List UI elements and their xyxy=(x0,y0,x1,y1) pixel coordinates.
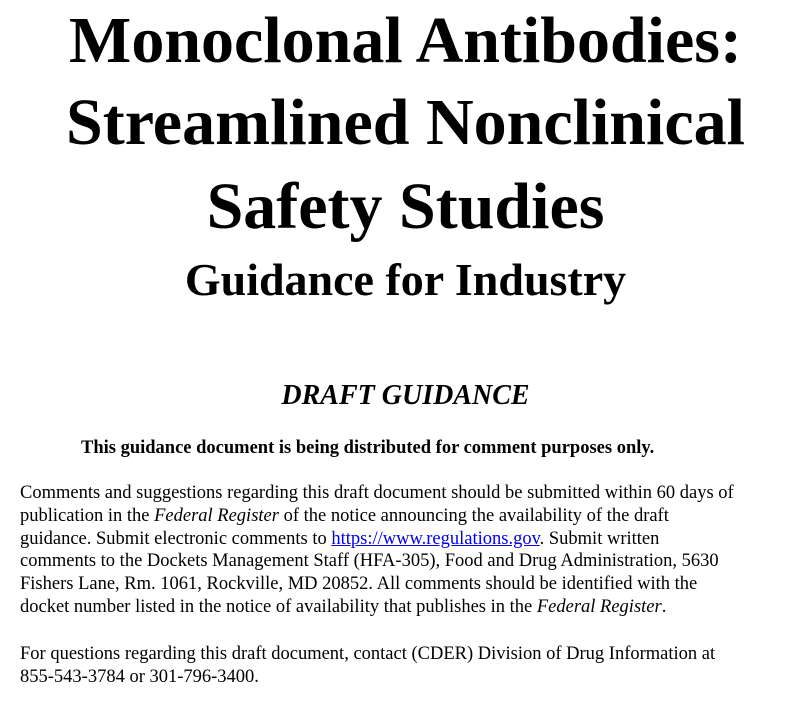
comments-line-6 xyxy=(20,596,810,619)
comments-line-2 xyxy=(20,505,810,528)
comments-line-4: comments to the Dockets Management Staff (HFA-305), Food and Drug Administration, 5630 xyxy=(20,551,719,572)
comments-line-2-text-a: publication in the xyxy=(20,505,155,526)
comments-line-1: Comments and suggestions regarding this draft document should be submitted within 60 days of xyxy=(20,483,734,503)
comments-line-3-text-a: guidance. Submit electronic comments to xyxy=(20,528,332,549)
comments-line-3 xyxy=(20,528,810,551)
comments-line-5: Fishers Lane, Rm. 1061, Rockville, MD 20852. All comments should be identified with the xyxy=(20,574,698,595)
comments-line-6-text-b: . xyxy=(661,596,667,617)
title-line-1: Monoclonal Antibodies: xyxy=(69,4,742,77)
contact-line-2: 855-543-3784 or 301-796-3400. xyxy=(20,666,259,687)
federal-register-emphasis-2: Federal Register xyxy=(536,596,662,617)
regulations-gov-link[interactable]: https://www.regulations.gov xyxy=(331,528,540,549)
contact-line-1: For questions regarding this draft document, contact (CDER) Division of Drug Information at xyxy=(20,644,716,664)
comments-line-3-text-b: . Submit written xyxy=(539,528,660,549)
contact-paragraph xyxy=(20,643,810,689)
federal-register-emphasis: Federal Register xyxy=(154,505,279,526)
draft-guidance-label: DRAFT GUIDANCE xyxy=(281,380,530,411)
comments-line-2-text-b: of the notice announcing the availability of the draft xyxy=(278,505,669,526)
subtitle: Guidance for Industry xyxy=(184,254,627,305)
comments-paragraph xyxy=(20,482,810,619)
comments-line-6-text-a: docket number listed in the notice of availability that publishes in the xyxy=(20,596,537,617)
distribution-notice: This guidance document is being distributed for comment purposes only. xyxy=(81,438,655,458)
title-line-3: Safety Studies xyxy=(206,170,605,243)
title-line-2: Streamlined Nonclinical xyxy=(66,86,745,159)
